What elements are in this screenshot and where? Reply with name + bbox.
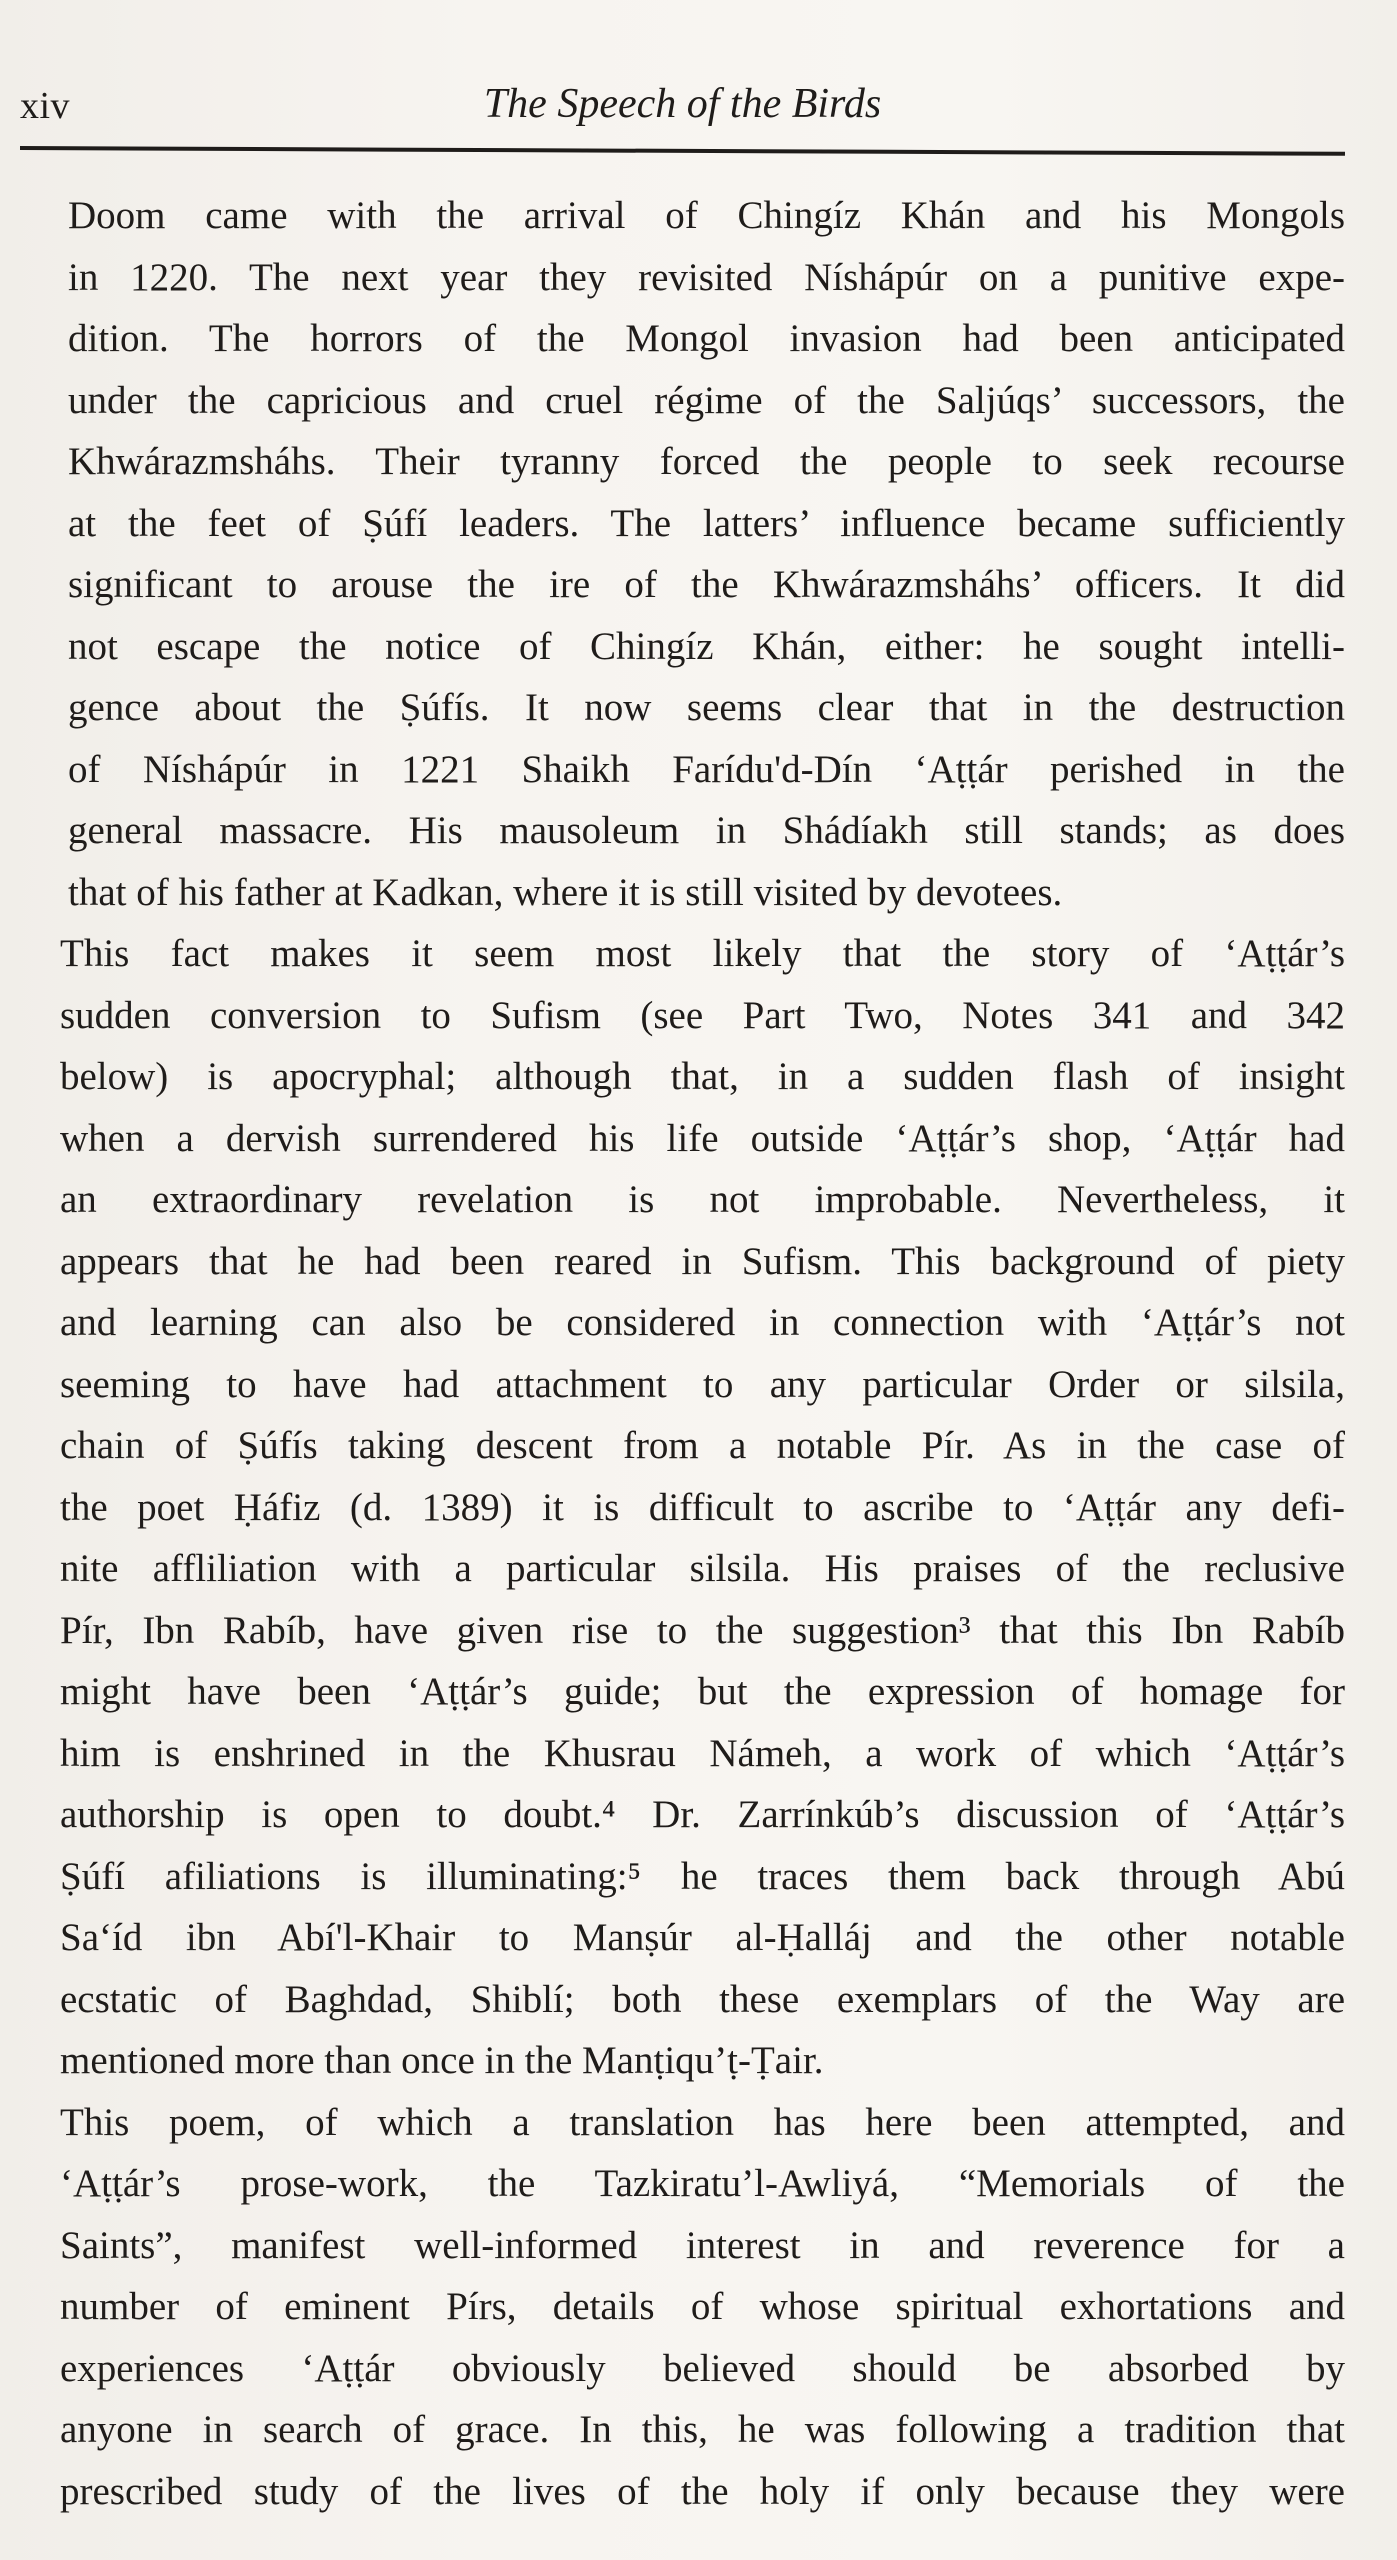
- text-line: ecstatic of Baghdad, Shiblí; both these exemplars of the Way are: [60, 1977, 1345, 2021]
- text-line: anyone in search of grace. In this, he was following a tradition that: [60, 2408, 1345, 2451]
- text-line: of Níshápúr in 1221 Shaikh Farídu'd-Dín ‘Aṭṭár perished in the: [68, 747, 1345, 791]
- text-line: number of eminent Pírs, details of whose spiritual exhortations and: [60, 2285, 1345, 2328]
- paragraph-1: [20, 185, 1345, 923]
- text-line: Doom came with the arrival of Chingíz Khán and his Mongols: [68, 194, 1345, 237]
- text-line: that of his father at Kadkan, where it is still visited by devotees.: [68, 870, 1063, 914]
- text-line: Saints”, manifest well-informed interest in and reverence for a: [60, 2223, 1345, 2267]
- text-line: at the feet of Ṣúfí leaders. The latters’ influence became sufficiently: [68, 501, 1345, 545]
- text-line: Sa‘íd ibn Abí'l-Khair to Manṣúr al-Ḥalláj and the other notable: [60, 1916, 1345, 1959]
- text-line: an extraordinary revelation is not improbable. Nevertheless, it: [60, 1178, 1345, 1221]
- text-line: in 1220. The next year they revisited Níshápúr on a punitive expe-: [68, 255, 1345, 299]
- text-line: general massacre. His mausoleum in Shádíakh still stands; as does: [68, 809, 1345, 852]
- running-title: The Speech of the Birds: [483, 81, 882, 127]
- text-line: chain of Ṣúfís taking descent from a notable Pír. As in the case of: [60, 1424, 1345, 1467]
- text-line: Khwárazmsháhs. Their tyranny forced the people to seek recourse: [68, 440, 1345, 483]
- text-line: seeming to have had attachment to any particular Order or silsila,: [60, 1362, 1345, 1406]
- text-line: might have been ‘Aṭṭár’s guide; but the expression of homage for: [60, 1670, 1345, 1713]
- text-line: when a dervish surrendered his life outside ‘Aṭṭár’s shop, ‘Aṭṭár had: [60, 1116, 1345, 1160]
- text-line: dition. The horrors of the Mongol invasion had been anticipated: [68, 317, 1345, 360]
- text-line: authorship is open to doubt.⁴ Dr. Zarrínkúb’s discussion of ‘Aṭṭár’s: [60, 1793, 1345, 1836]
- page-header: [20, 70, 1345, 140]
- text-line: nite affliliation with a particular silsila. His praises of the reclusive: [60, 1547, 1345, 1590]
- text-line: experiences ‘Aṭṭár obviously believed should be absorbed by: [60, 2346, 1345, 2390]
- text-line: not escape the notice of Chingíz Khán, either: he sought intelli-: [68, 624, 1345, 668]
- text-line: This fact makes it seem most likely that the story of ‘Aṭṭár’s: [60, 932, 1345, 975]
- paragraph-3: [20, 2092, 1345, 2523]
- text-line: appears that he had been reared in Sufism. This background of piety: [60, 1239, 1345, 1283]
- text-line: prescribed study of the lives of the holy if only because they were: [60, 2469, 1345, 2513]
- body-text: [20, 185, 1345, 2522]
- text-line: ‘Aṭṭár’s prose-work, the Tazkiratu’l-Awliyá, “Memorials of the: [60, 2162, 1345, 2205]
- text-line: This poem, of which a translation has here been attempted, and: [60, 2100, 1345, 2144]
- text-line: him is enshrined in the Khusrau Námeh, a work of which ‘Aṭṭár’s: [60, 1731, 1345, 1775]
- text-line: the poet Ḥáfiz (d. 1389) it is difficult to ascribe to ‘Aṭṭár any defi-: [60, 1485, 1345, 1529]
- text-line: under the capricious and cruel régime of the Saljúqs’ successors, the: [68, 378, 1345, 422]
- text-line: Pír, Ibn Rabíb, have given rise to the suggestion³ that this Ibn Rabíb: [60, 1608, 1345, 1652]
- page-number: xiv: [20, 85, 71, 127]
- header-rule: [20, 146, 1345, 156]
- paragraph-2: [20, 923, 1345, 2092]
- text-line: and learning can also be considered in connection with ‘Aṭṭár’s not: [60, 1301, 1345, 1344]
- text-line: Ṣúfí afiliations is illuminating:⁵ he traces them back through Abú: [60, 1854, 1345, 1898]
- text-line: gence about the Ṣúfís. It now seems clear that in the destruction: [68, 686, 1345, 729]
- text-line: below) is apocryphal; although that, in a sudden flash of insight: [60, 1055, 1345, 1098]
- text-line: mentioned more than once in the Manṭiqu’ṭ-Ṭair.: [60, 2039, 824, 2082]
- text-line: significant to arouse the ire of the Khwárazmsháhs’ officers. It did: [68, 563, 1345, 606]
- text-line: sudden conversion to Sufism (see Part Two, Notes 341 and 342: [60, 993, 1345, 1037]
